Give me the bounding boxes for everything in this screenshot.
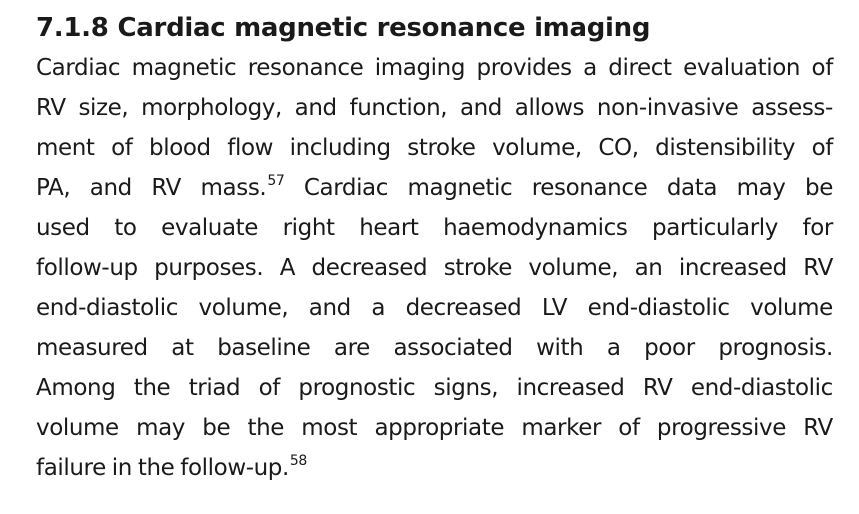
word: a: [606, 335, 621, 361]
word: at: [171, 335, 194, 361]
word: progressive: [656, 415, 786, 441]
word: right: [282, 215, 335, 241]
word: size,: [78, 95, 129, 121]
word: decreased: [405, 295, 522, 321]
word: haemodynamics: [443, 215, 628, 241]
word: RV: [803, 415, 833, 441]
word: allows: [514, 95, 585, 121]
word: blood: [149, 135, 211, 161]
word: Among: [36, 375, 116, 401]
word: ment: [36, 135, 95, 161]
section-title: Cardiac magnetic resonance imaging: [117, 13, 651, 43]
word: heart: [359, 215, 419, 241]
paragraph-line: [36, 208, 833, 248]
word: signs,: [433, 375, 499, 401]
word: stroke: [443, 255, 512, 281]
word: evaluate: [161, 215, 259, 241]
word: end-diastolic: [36, 295, 179, 321]
word: be: [202, 415, 231, 441]
section-heading: [36, 8, 833, 48]
word: of: [811, 135, 833, 161]
word: morphology,: [141, 95, 282, 121]
word: of: [811, 55, 833, 81]
reference-58: 58: [289, 453, 307, 469]
word: LV: [541, 295, 568, 321]
word: volume: [750, 295, 833, 321]
word: of: [618, 415, 640, 441]
word: for: [802, 215, 833, 241]
section-number: 7.1.8: [36, 13, 109, 43]
word: resonance: [531, 175, 648, 201]
word: mass.: [200, 175, 267, 201]
word-with-reference: [201, 168, 285, 208]
paragraph-line: [36, 128, 833, 168]
word: and: [308, 295, 351, 321]
word: may: [136, 415, 185, 441]
word: RV: [36, 95, 66, 121]
word: A: [279, 255, 296, 281]
word: Cardiac: [303, 175, 388, 201]
word: a: [583, 55, 597, 81]
paragraph-last-line: [36, 448, 833, 488]
paragraph-line: [36, 328, 833, 368]
word: magnetic: [407, 175, 513, 201]
word: CO,: [598, 135, 639, 161]
word: evaluation: [683, 55, 801, 81]
word: marker: [521, 415, 602, 441]
word: follow-up: [36, 255, 138, 281]
word: magnetic: [131, 55, 237, 81]
word: associated: [393, 335, 513, 361]
word: function,: [349, 95, 448, 121]
word: Cardiac: [36, 55, 121, 81]
word: appropriate: [374, 415, 505, 441]
word: most: [301, 415, 358, 441]
word: and: [459, 95, 503, 121]
word: stroke: [407, 135, 476, 161]
word: imaging: [374, 55, 466, 81]
word: resonance: [247, 55, 364, 81]
word: volume,: [198, 295, 289, 321]
word: volume: [36, 415, 119, 441]
paragraph-line: [36, 88, 833, 128]
word: triad: [188, 375, 241, 401]
word: with: [536, 335, 584, 361]
word: poor: [644, 335, 695, 361]
word: end-diastolic: [690, 375, 833, 401]
word: end-diastolic: [587, 295, 730, 321]
paragraph-line: [36, 168, 833, 208]
word: and: [89, 175, 132, 201]
word: increased: [678, 255, 787, 281]
word: distensibility: [655, 135, 796, 161]
paragraph-line: [36, 288, 833, 328]
word: prognostic: [298, 375, 416, 401]
word: RV: [642, 375, 673, 401]
body-paragraph: [36, 48, 833, 488]
word: purposes.: [154, 255, 264, 281]
word: provides: [476, 55, 572, 81]
word: PA,: [36, 175, 71, 201]
reference-57: 57: [267, 173, 285, 189]
paragraph-line: [36, 48, 833, 88]
word: of: [258, 375, 280, 401]
paragraph-line: [36, 368, 833, 408]
word: are: [333, 335, 370, 361]
word: a: [371, 295, 386, 321]
word: an: [634, 255, 663, 281]
word: decreased: [311, 255, 428, 281]
word: RV: [151, 175, 182, 201]
paragraph-line: [36, 248, 833, 288]
word: to: [114, 215, 137, 241]
word: flow: [227, 135, 274, 161]
word: the: [133, 375, 171, 401]
word: increased: [516, 375, 625, 401]
word: of: [111, 135, 133, 161]
word: and: [294, 95, 337, 121]
word: measured: [36, 335, 148, 361]
word: RV: [803, 255, 833, 281]
word: non-invasive: [596, 95, 739, 121]
word: be: [805, 175, 833, 201]
word: including: [289, 135, 391, 161]
word: used: [36, 215, 90, 241]
word: the: [247, 415, 285, 441]
word: assess-: [751, 95, 833, 121]
word: particularly: [652, 215, 778, 241]
word: direct: [608, 55, 672, 81]
word: baseline: [217, 335, 311, 361]
word: may: [736, 175, 786, 201]
paragraph-line: [36, 408, 833, 448]
word: data: [666, 175, 718, 201]
word: prognosis.: [718, 335, 833, 361]
word: volume,: [528, 255, 619, 281]
document-section: [36, 8, 833, 488]
word: volume,: [492, 135, 582, 161]
last-line-text: failure in the follow-up.: [36, 455, 289, 481]
